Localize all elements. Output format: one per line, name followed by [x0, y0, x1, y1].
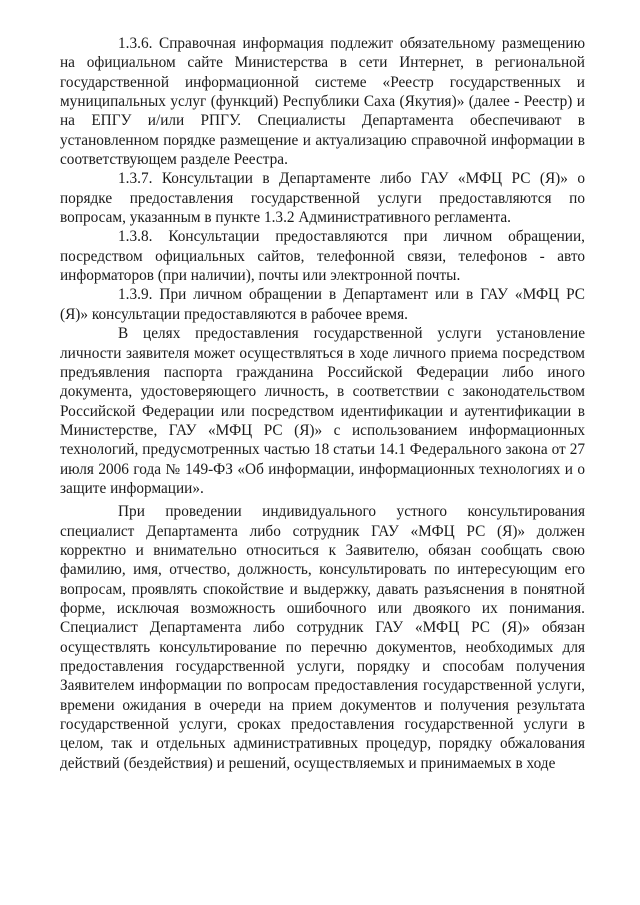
paragraph-1-3-7: 1.3.7. Консультации в Департаменте либо ГАУ «МФЦ РС (Я)» о порядке предоставления государственной услуги предоставляются по вопросам, указанным в пункте 1.3.2 Административного регламента.	[60, 170, 585, 227]
paragraph-1-3-6: 1.3.6. Справочная информация подлежит обязательному размещению на официальном сайте Министерства в сети Интернет, в региональной государственной информационной системе «Реестр государственных и муниципальных услуг (функций) Республики Саха (Якутия)» (далее - Реестр) и на ЕПГУ и/или РПГУ. Специалисты Департамента обеспечивают в установленном порядке размещение и актуализацию справочной информации в соответствующем разделе Реестра.	[60, 35, 585, 169]
paragraph-1-3-9: 1.3.9. При личном обращении в Департамент или в ГАУ «МФЦ РС (Я)» консультации предоставляются в рабочее время.	[60, 286, 585, 323]
document-body	[60, 34, 585, 773]
paragraph-1-3-8: 1.3.8. Консультации предоставляются при личном обращении, посредством официальных сайтов, телефонной связи, телефонов - авто информаторов (при наличии), почты или электронной почты.	[60, 228, 585, 285]
paragraph-consultation: При проведении индивидуального устного консультирования специалист Департамента либо сотрудник ГАУ «МФЦ РС (Я)» должен корректно и внимательно относиться к Заявителю, обязан сообщать свою фамилию, имя, отчество, должность, консультировать по интересующим его вопросам, проявлять спокойствие и выдержку, давать разъяснения в понятной форме, исключая возможность ошибочного или двоякого их понимания. Специалист Департамента либо сотрудник ГАУ «МФЦ РС (Я)» обязан осуществлять консультирование по перечню документов, необходимых для предоставления государственной услуги, порядку и способам получения Заявителем информации по вопросам предоставления государственной услуги, времени ожидания в очереди на прием документов и получения результата государственной услуги, сроках предоставления государственной услуги в целом, так и отдельных административных процедур, порядку обжалования действий (бездействия) и решений, осуществляемых и принимаемых в ходе	[60, 503, 585, 772]
paragraph-identity: В целях предоставления государственной услуги установление личности заявителя может осуществляться в ходе личного приема посредством предъявления паспорта гражданина Российской Федерации либо иного документа, удостоверяющего личность, в соответствии с законодательством Российской Федерации или посредством идентификации и аутентификации в Министерстве, ГАУ «МФЦ РС (Я)» с использованием информационных технологий, предусмотренных частью 18 статьи 14.1 Федерального закона от 27 июля 2006 года № 149-ФЗ «Об информации, информационных технологиях и о защите информации».	[60, 325, 585, 497]
